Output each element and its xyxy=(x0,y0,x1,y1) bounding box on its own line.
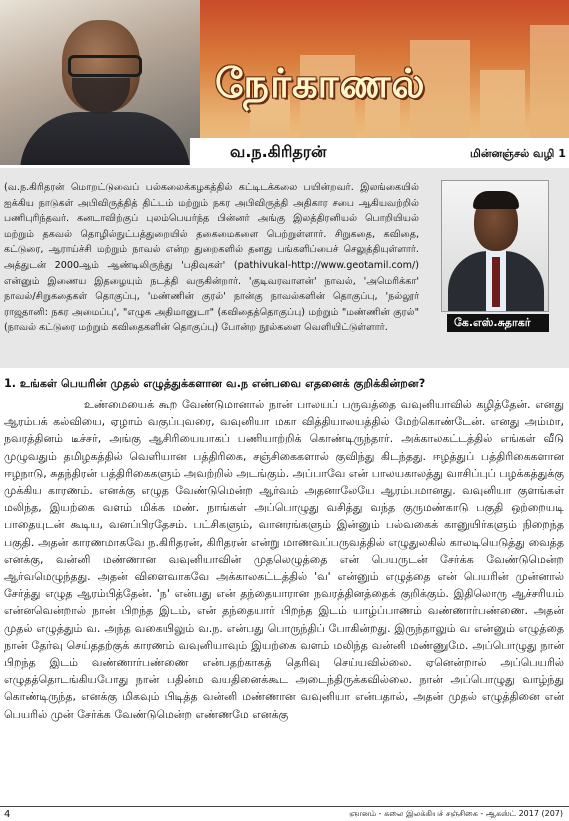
page-number: 4 xyxy=(4,809,11,820)
answer-body xyxy=(4,396,564,723)
publication-footer: ஞானம் - கலை இலக்கியச் சஞ்சிகை - ஆகஸ்ட் 2017 (207) xyxy=(349,809,563,818)
interviewee-photo xyxy=(0,0,200,165)
interviewee-name: வ.ந.கிரிதரன் xyxy=(230,142,327,161)
section-title: நேர்காணல் xyxy=(215,60,426,107)
footer-divider xyxy=(0,806,569,807)
bio-text: (வ.ந.கிரிதரன் மொறட்டுவைப் பல்கலைக்கழகத்தில் கட்டிடக்கலை பயின்றவர். இலங்கையில் ஐக்கிய நாடுகள் அபிவிருத்தித் திட்டம் மற்றும் நகர அபிவிருத்தி அதிகார சபை ஆகியவற்றில் பணிபுரிந்தவர். கனடாவிற்குப் புலம்பெயர்ந்த பின்னர் அங்கு இலத்திரனியல் பொறியியல் மற்றும் தகவல் தொழில்நுட்பத்துறையில் தகைமைகளை பெற்றுள்ளார். சிறுகதை, கவிதை, கட்டுரை, ஆராய்ச்சி மற்றும் நாவல் என்ற துறைகளில் தனது பங்களிப்பைச் செலுத்தியுள்ளார். அத்துடன் 2000ஆம் ஆண்டிலிருந்து 'பதிவுகள்' (pathivukal-http://www.geotamil.com/) என்னும் இணைய இதழையும் நடத்தி வருகின்றார். 'குடிவரவாளன்' நாவல், 'அமெரிக்கா' நாவல்/சிறுகதைகள் தொகுப்பு, 'மண்ணின் குரல்' நான்கு நாவல்களின் தொகுப்பு, 'நல்லூர் ராஜதானி: நகர அமைப்பு', "எழுக அதிமானுடா" (கவிதைத்தொகுப்பு) மற்றும் "மண்ணின் குரல்" (நாவல் கட்டுரை மற்றும் கவிதைகளின் தொகுப்பு) போன்ற நூல்களை வெளியிட்டுள்ளார். xyxy=(4,182,419,334)
photo-caption: கே.எஸ்.சுதாகர் xyxy=(454,316,531,329)
answer-paragraph: உண்மையைக் கூற வேண்டுமானால் நான் பாலயப் பருவத்தை வவுனியாவில் கழித்தேன். எனது ஆரம்பக் கல்வியை, ஏழாம் வகுப்புவரை, வவுனியா மகா வித்தியாலயத்தில் மேற்கொண்டேன். எனது அம்மா, நவரத்தினம் டீச்சர், அங்கு ஆசிரியையாகப் பணியாற்றிக் கொண்டிருந்தார். அக்காலகட்டத்தில் எங்கள் வீடு முழுவதும் தமிழகத்தில் வெளியான பத்திரிகை, சஞ்சிகைகளால் குவிந்து கிடந்தது. ஈழத்துப் பத்திரிகைகளான ஈழநாடு, சுதந்திரன் பத்திரிகைகளும் அவற்றில் அடங்கும். அப்பாவே என் பாலயகாலத்து வாசிப்புப் பழக்கத்துக்கு முக்கிய காரணம். எனக்கு எழுத வேண்டுமென்ற ஆர்வம் அதனாலேயே ஆரம்பமானது. வவுனியா குளங்கள் மலிந்த, இயற்கை வளம் மிக்க மண். நாங்கள் அப்பொழுது வசித்து வந்த குருமண்காடு பகுதி ஒற்றையடி பாதையுடன் கூடிய, வனப்பிரதேசம். பட்சிகளும், வானரங்களும் இன்னும் பல்வகைக் கானுயிர்களும் நிறைந்த பகுதி. அதன் காரணமாகவே ந.கிரிதரன், கிரிதரன் என்று மாணவப்பருவத்தில் எழுதுலகில் காலடியெடுத்து வைத்த எனக்கு, வன்னி மண்ணான வவுனியாவின் முதலெழுத்தை என் பெயருடன் சேர்க்க வேண்டுமென்ற ஆர்வமெழுந்தது. அதன் விளைவாகவே அக்காலகட்டத்தில் 'வ' என்னும் எழுத்தை என் பெயரின் முன்னால் சேர்த்து எழுத ஆரம்பித்தேன். 'ந' என்பது என் தந்தையாரான நவரத்தினத்தைக் குறிக்கும். இதிலொரு ஆச்சரியம் என்னவென்றால் நான் பிறந்த இடம், என் தந்தையார் பிறந்த இடம் யாழ்ப்பாணம் வண்ணார்பண்ணை. அதன் முதல் எழுத்தும் வ. அந்த வகையிலும் வ.ந. என்பது பொருந்திப் போகின்றது. இருந்தாலும் வ என்னும் எழுத்தை நான் தேர்வு செய்ததற்குக் காரணம் வவுனியாவும் இயற்கை வளம் மலிந்த வன்னி மண்ணுமே. அப்பொழுது நான் பிறந்த இடம் வண்ணார்பண்ணை என்பதற்காகத் தெரிவு செய்யவில்லை. ஏனென்றால் அப்பெயரில் எழுதத்தொடங்கியபோது நான் பதின்ம வயதினைக்கூட அடைந்திருக்கவில்லை. நான் அப்பொழுது வாழ்ந்து கொண்டிருந்த, எனக்கு மிகவும் பிடித்த வன்னி மண்ணான வவுனியா என்பதால், அதன் முதல் எழுத்தினை என் பெயரில் முன் சேர்க்க வேண்டுமென்ற எண்ணமே எனக்கு xyxy=(4,398,565,721)
series-label: மின்னஞ்சல் வழி 1 xyxy=(470,147,566,160)
interviewer-photo xyxy=(441,180,549,312)
question-heading: 1. உங்கள் பெயரின் முதல் எழுத்துக்களான வ.ந என்பவை எதனைக் குறிக்கின்றன? xyxy=(4,377,426,390)
